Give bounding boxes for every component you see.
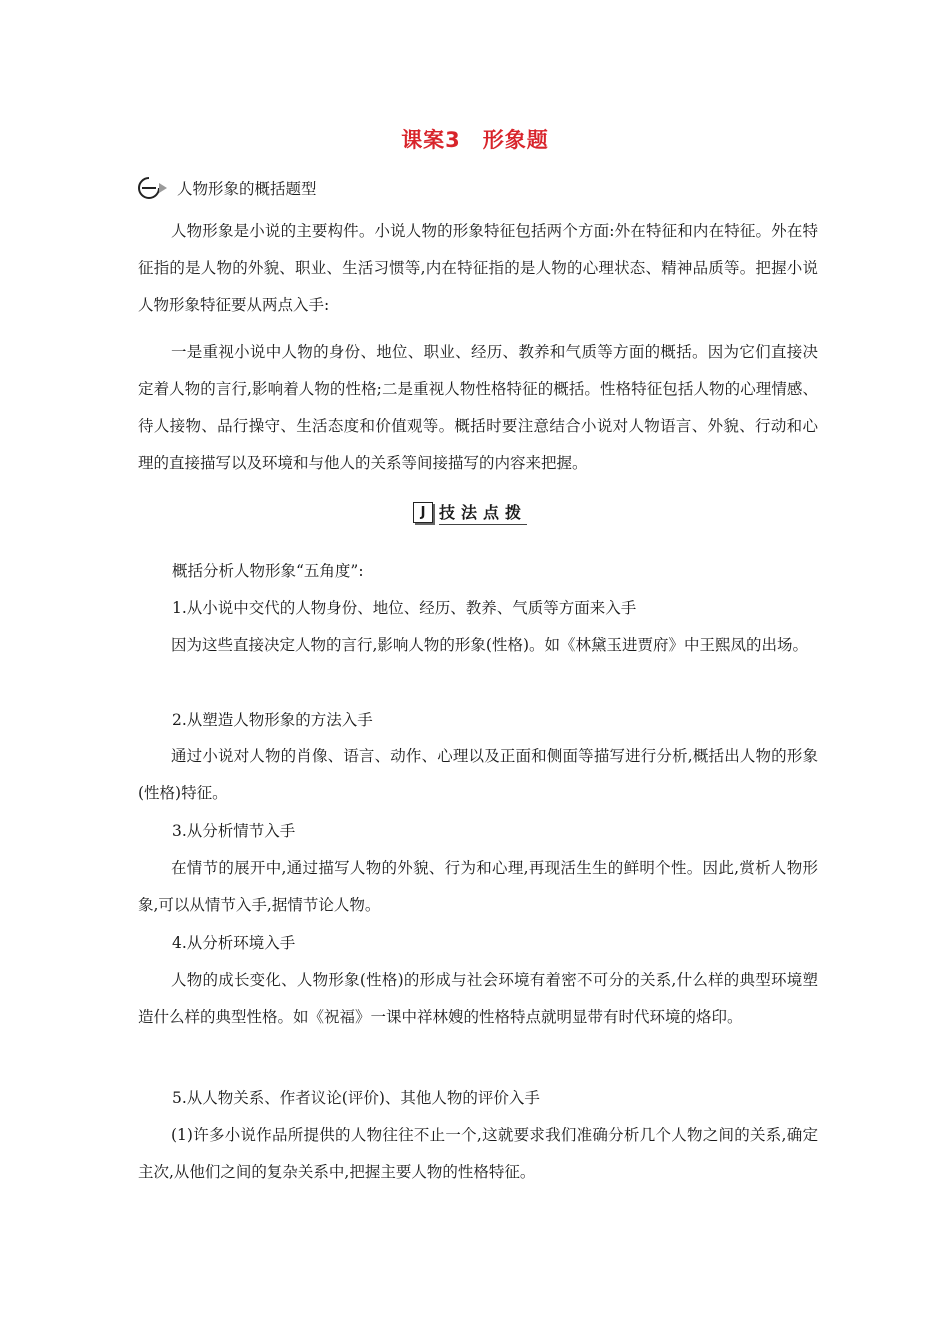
intro-paragraph-2: 一是重视小说中人物的身份、地位、职业、经历、教养和气质等方面的概括。因为它们直接决定着人物的言行,影响着人物的性格;二是重视人物性格特征的概括。性格特征包括人物的心理情感、待人接物、品行操守、生活态度和价值观等。概括时要注意结合小说对人物语言、外貌、行动和心理的直接描写以及环境和与他人的关系等间接描写的内容来把握。: [138, 343, 818, 472]
tip-heading-1: 1.从小说中交代的人物身份、地位、经历、教养、气质等方面来入手: [172, 599, 637, 617]
tip-heading-4: 4.从分析环境入手: [172, 934, 296, 952]
tip-heading-5: 5.从人物关系、作者议论(评价)、其他人物的评价入手: [172, 1089, 540, 1107]
section-one-icon: [135, 174, 173, 202]
section-label: 人物形象的概括题型: [177, 180, 317, 198]
technique-badge: [413, 500, 527, 524]
tip-body-2: 通过小说对人物的肖像、语言、动作、心理以及正面和侧面等描写进行分析,概括出人物的形象(性格)特征。: [138, 747, 818, 802]
tip-body-4: 人物的成长变化、人物形象(性格)的形成与社会环境有着密不可分的关系,什么样的典型环境塑造什么样的典型性格。如《祝福》一课中祥林嫂的性格特点就明显带有时代环境的烙印。: [138, 971, 818, 1026]
intro-paragraph-1: 人物形象是小说的主要构件。小说人物的形象特征包括两个方面:外在特征和内在特征。外在特征指的是人物的外貌、职业、生活习惯等,内在特征指的是人物的心理状态、精神品质等。把握小说人物形象特征要从两点入手:: [138, 222, 818, 314]
tips-lead: 概括分析人物形象“五角度”:: [172, 562, 364, 580]
badge-text: 技法点拨: [439, 500, 527, 525]
tip-heading-2: 2.从塑造人物形象的方法入手: [172, 711, 373, 729]
tip-body-3: 在情节的展开中,通过描写人物的外貌、行为和心理,再现活生生的鲜明个性。因此,赏析人物形象,可以从情节入手,据情节论人物。: [138, 859, 818, 914]
tip-body-1: 因为这些直接决定人物的言行,影响人物的形象(性格)。如《林黛玉进贾府》中王熙凤的出场。: [171, 636, 809, 654]
tip-body-5: (1)许多小说作品所提供的人物往往不止一个,这就要求我们准确分析几个人物之间的关系,确定主次,从他们之间的复杂关系中,把握主要人物的性格特征。: [138, 1126, 818, 1181]
badge-letter-icon: J: [413, 502, 433, 523]
section-heading: [135, 174, 317, 202]
page-title: 课案3 形象题: [401, 128, 549, 152]
tip-heading-3: 3.从分析情节入手: [172, 822, 296, 840]
